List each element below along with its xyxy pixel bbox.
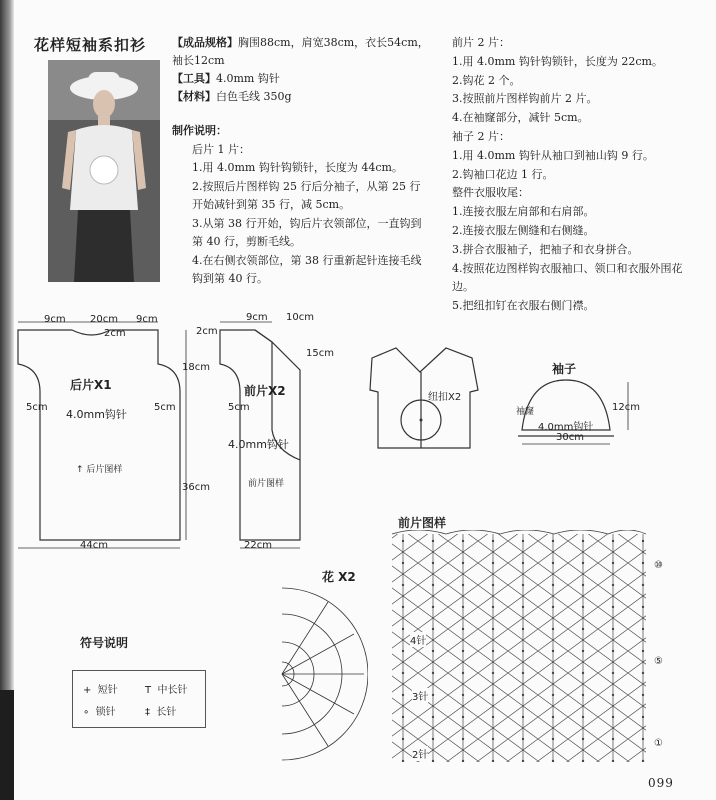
chain-stitch-icon: ∘ bbox=[83, 707, 90, 718]
right-instructions bbox=[452, 34, 702, 316]
legend-item: ∘ 锁针 bbox=[83, 707, 116, 718]
specifications bbox=[172, 34, 432, 106]
page-number: 099 bbox=[648, 776, 674, 790]
dim-label: 9cm bbox=[246, 312, 268, 323]
dim-label: 5cm bbox=[228, 402, 250, 413]
legend-item: + 短针 bbox=[83, 685, 118, 696]
dim-label: 18cm bbox=[182, 362, 210, 373]
instructions-heading: 制作说明： bbox=[172, 124, 227, 137]
instruction-line: 1.用 4.0mm 钩针从袖口到袖山钩 9 行。 bbox=[452, 148, 654, 162]
legend-item: ‡ 长针 bbox=[145, 707, 177, 718]
front-chart-grid bbox=[388, 530, 652, 766]
dim-label: 36cm bbox=[182, 482, 210, 493]
instruction-line: 后片 1 片： bbox=[192, 142, 250, 156]
dim-label: 22cm bbox=[244, 540, 272, 551]
instruction-line: 5.把纽扣钉在衣服右侧门襟。 bbox=[452, 299, 595, 313]
sleeve-tool: 4.0mm钩针 bbox=[538, 422, 594, 433]
back-piece-label: 后片X1 bbox=[70, 378, 112, 392]
stitch-count-label: 2针 bbox=[412, 746, 428, 761]
dim-label: 2cm bbox=[104, 328, 126, 339]
binding-dark-edge bbox=[0, 690, 14, 800]
instruction-line: 1.连接衣服左肩部和右肩部。 bbox=[452, 205, 595, 219]
legend-title: 符号说明 bbox=[80, 636, 129, 650]
dim-label: 44cm bbox=[80, 540, 108, 551]
instruction-line: 4.在袖窿部分，减针 5cm。 bbox=[452, 111, 589, 125]
half-double-crochet-icon: T bbox=[145, 685, 152, 696]
instruction-line: 2.连接衣服左侧缝和右侧缝。 bbox=[452, 223, 595, 237]
stitch-count-label: 3针 bbox=[412, 688, 428, 703]
dim-label: 5cm bbox=[26, 402, 48, 413]
front-piece-outline bbox=[220, 330, 300, 540]
instruction-line: 4.在右侧衣领部位，第 38 行重新起针连接毛线钩到第 40 行。 bbox=[192, 253, 422, 285]
instruction-line: 1.用 4.0mm 钩针钩锁针，长度为 22cm。 bbox=[452, 54, 663, 68]
instructions bbox=[172, 122, 430, 289]
model-photo bbox=[48, 60, 160, 282]
spec-tool: 【工具】4.0mm 钩针 bbox=[172, 72, 280, 85]
legend-item: T 中长针 bbox=[145, 685, 188, 696]
pattern-title: 花样短袖系扣衫 bbox=[34, 36, 147, 54]
instruction-line: 3.从第 38 行开始，钩后片衣领部位，一直钩到第 40 行，剪断毛线。 bbox=[192, 216, 422, 248]
row-marker-5: ⑤ bbox=[654, 656, 663, 667]
dim-label: 30cm bbox=[556, 432, 584, 443]
dim-label: 9cm bbox=[44, 314, 66, 325]
row-marker-10: ⑩ bbox=[654, 560, 663, 571]
front-piece-tool: 4.0mm钩针 bbox=[228, 438, 289, 451]
instruction-line: 1.用 4.0mm 钩针钩锁针，长度为 44cm。 bbox=[192, 161, 403, 174]
dim-label: 2cm bbox=[196, 326, 218, 337]
model-photo-illustration bbox=[48, 60, 160, 282]
legend-box bbox=[72, 670, 206, 728]
front-piece-label: 前片X2 bbox=[244, 384, 286, 398]
dim-label: 15cm bbox=[306, 348, 334, 359]
instruction-line: 4.按照花边图样钩衣服袖口、领口和衣服外围花边。 bbox=[452, 261, 683, 294]
back-piece-outline bbox=[18, 330, 180, 540]
back-piece-tool: 4.0mm钩针 bbox=[66, 408, 127, 421]
dim-label: 10cm bbox=[286, 312, 314, 323]
instruction-line: 整件衣服收尾： bbox=[452, 186, 529, 200]
instruction-line: 袖子 2 片： bbox=[452, 129, 510, 143]
dim-label: 5cm bbox=[154, 402, 176, 413]
spec-material: 【材料】白色毛线 350g bbox=[172, 90, 292, 103]
row-marker-1: ① bbox=[654, 738, 663, 749]
dim-label: 20cm bbox=[90, 314, 118, 325]
flower-label: 花 X2 bbox=[322, 570, 356, 584]
sleeve-title: 袖子 bbox=[552, 362, 577, 376]
single-crochet-icon: + bbox=[83, 685, 92, 696]
instruction-line: 前片 2 片： bbox=[452, 36, 510, 49]
double-crochet-icon: ‡ bbox=[145, 707, 150, 718]
flower-diagram bbox=[276, 584, 368, 764]
dim-label: 12cm bbox=[612, 402, 640, 413]
instruction-line: 2.钩袖口花边 1 行。 bbox=[452, 167, 554, 181]
stitch-count-label: 4针 bbox=[410, 632, 426, 647]
instruction-line: 3.按照前片图样钩前片 2 片。 bbox=[452, 92, 598, 106]
sleeve-armhole: 袖窿 bbox=[516, 407, 535, 417]
front-chart-title: 前片图样 bbox=[398, 516, 447, 530]
back-pattern-ref: ↑ 后片图样 bbox=[76, 465, 123, 475]
dim-label: 9cm bbox=[136, 314, 158, 325]
spec-size: 【成品规格】胸围88cm，肩宽38cm，衣长54cm，袖长12cm bbox=[172, 36, 429, 67]
front-pattern-ref: 前片图样 bbox=[248, 479, 285, 489]
instruction-line: 3.拼合衣服袖子，把袖子和衣身拼合。 bbox=[452, 242, 639, 256]
assembly-label: 纽扣X2 bbox=[428, 392, 462, 403]
instruction-line: 2.按照后片图样钩 25 行后分袖子，从第 25 行开始减针到第 35 行，减 5cm。 bbox=[192, 179, 421, 211]
instruction-line: 2.钩花 2 个。 bbox=[452, 73, 521, 87]
assembly-outline bbox=[370, 348, 478, 448]
